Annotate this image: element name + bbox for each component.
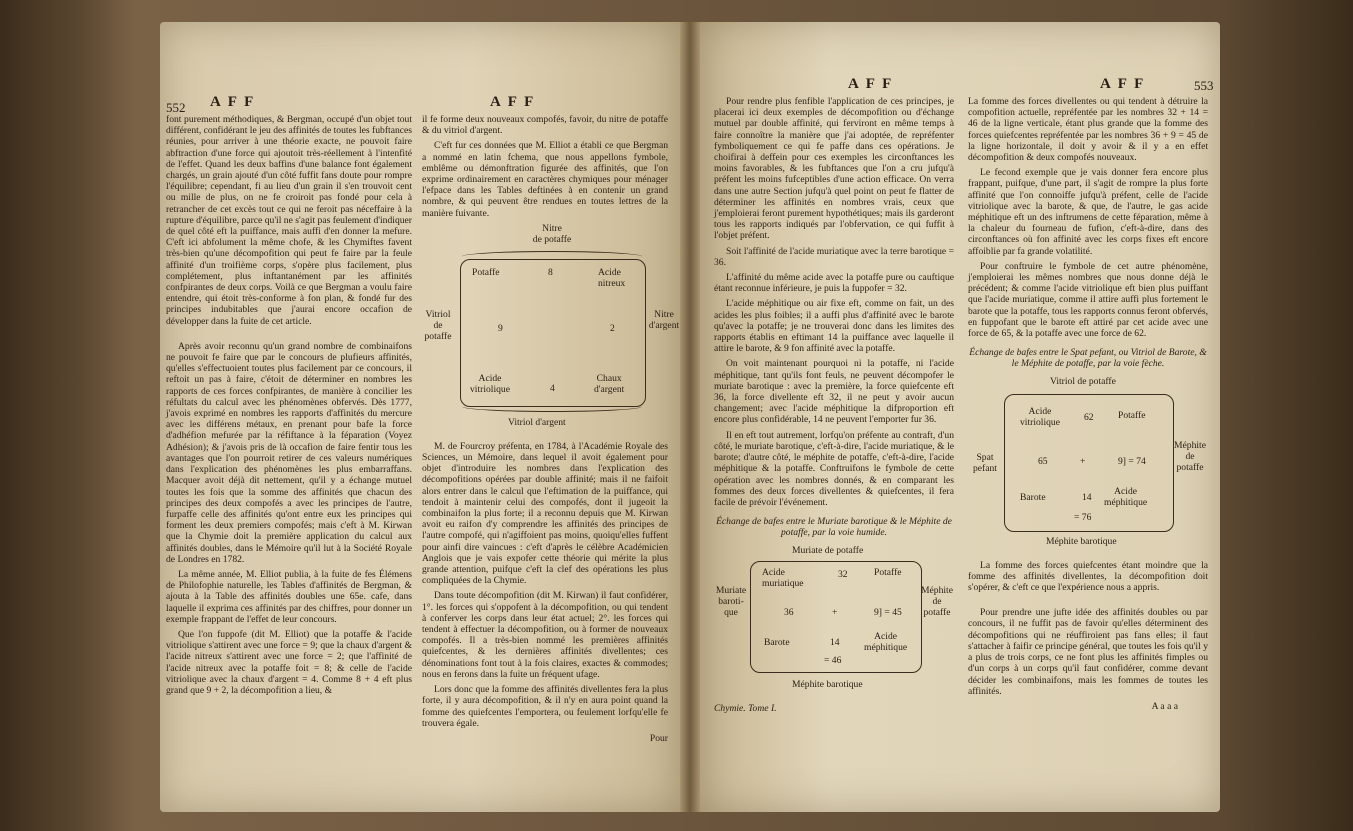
book-gutter (680, 22, 700, 812)
number-right: 9] = 74 (1118, 455, 1146, 467)
paragraph: Lors donc que la fomme des affinités divellentes fera la plus forte, il y aura décompofition, & il n'y en aura point quand la fomme des quiefcentes l'emportera, ou feulement lorfqu'elle fe trouvera égale. (422, 684, 668, 729)
paragraph: C'eft fur ces données que M. Elliot a établi ce que Bergman a nommé en latin fchema, que nous appellons fymbole, emblême ou démonftration figurée des affinités, que l'on exprime ordinairement en caractères chymiques pour ménager l'efpace dans les Tables deftinées à en contenir un grand nombre, & qui peuvent être rendues en toutes lettres de la manière fuivante. (422, 140, 668, 219)
diagram-left-label: Spat pefant (973, 451, 997, 474)
figure-caption: Échange de bafes entre le Spat pefant, ou Vitriol de Barote, & le Méphite de potaffe, par la voie fèche. (969, 347, 1207, 370)
plus-sign: + (1080, 455, 1086, 467)
running-header: A F F (848, 76, 894, 92)
paragraph: Après avoir reconnu qu'un grand nombre de combinaifons ne pouvoit fe faire que par le concours de plufieurs affinités, qu'elles s'effectuoient toutes plus facilement par ce concours, il reftoit un pas à faire, c'étoit de déterminer en nombres les rapports de ces forces confpirantes, de manière à concilier les réfultats du calcul avec les phénomènes obfervés. Dès 1777, j'avois exprimé en nombres les rapports d'affinités du mercure avec les différens métaux, en prenant pour bafe la force d'adhéfion mefurée par la réfiftance à la féparation (Voyez Adhésion); & j'avois pris de là occafion de faire fentir tous les avantages que l'on pourroit retirer de ces valeurs numériques dans l'explication des phénomènes les plus embarraffans. Macquer avoit déjà dit nettement, qu'il y a échange mutuel toutes les fois que la somme des affinités que chacun des principes des deux compofés a avec les principes de l'autre, furpaffe celle des affinités qu'ont entre eux les principes qui forment les deux premiers compofés; mais c'eft à M. Kirwan que la Chymie doit la première application du calcul aux affinités doubles, dans le Mémoire qu'il lut à la Société Royale de Londres en 1782. (166, 340, 412, 565)
volume-footer: Chymie. Tome I. (714, 702, 777, 714)
corner-top-left: Acide muriatique (762, 566, 804, 589)
corner-bottom-right: Acide méphitique (864, 630, 908, 653)
number-top: 62 (1084, 411, 1094, 423)
diagram-bottom-label: Méphite barotique (1046, 535, 1117, 547)
running-header-right: A F F (1100, 76, 1146, 92)
catchword: Pour (649, 732, 668, 744)
left-column-1 (166, 114, 412, 700)
page-number: 552 (166, 100, 186, 115)
bottom-brace (462, 401, 642, 412)
corner-bottom-left: Barote (764, 636, 790, 648)
paragraph: La fomme des forces quiefcentes étant moindre que la fomme des affinités divellentes, la décompofition doit s'opérer, & c'eft ce que l'expérience nous a appris. (968, 559, 1208, 594)
paragraph: Pour conftruire le fymbole de cet autre phénomène, j'emploierai les mêmes nombres que nous donne déjà le précédent; & comme l'acide vitriolique eft bien plus puiffant que l'acide muriatique, comme il attire auffi plus fortement le barote que la potaffe, tous les rapports connus feront obfervés, en fuppofant que le barote eft attiré par cet acide avec une force de 65, & la potaffe avec une force de 62. (968, 260, 1208, 340)
corner-top-right: Potaffe (1118, 409, 1146, 421)
paragraph: Pour prendre une jufte idée des affinités doubles ou par concours, il ne fuffit pas de favoir qu'elles déterminent des décompofitions qui ne réuffiroient pas fans elles; il faut s'attacher à faifir ce principe général, que toutes les fois qu'il y a plus de trois corps, ce ne font plus les affinités fimples ou d'un corps à un corps qu'il faut confidérer, comme devant décider les combinaifons, mais les fommes de toutes les affinités. (968, 607, 1208, 697)
paragraph: On voit maintenant pourquoi ni la potaffe, ni l'acide méphitique, tant qu'ils font feuls, ne peuvent décompofer le muriate barotique : avec la première, la force quiefcente eft 36, la force divellente eft 32, il ne peut y avoir aucun changement; avec l'acide méphitique la difproportion eft encore plus confidérable, 14 ne peuvent l'emporter fur 36. (714, 358, 954, 426)
diagram-right-label: Méphite de potaffe (1174, 439, 1206, 474)
diagram-top-label: Nitre de potaffe (532, 222, 572, 246)
right-page (700, 22, 1220, 812)
paragraph: Le fecond exemple que je vais donner fera encore plus frappant, puifque, d'une part, il s'agit de rompre la plus forte affinité que l'on connoiffe jufqu'à préfent, celle de l'acide vitriolique avec la barote, & que, de l'autre, le gas acide méphitique eft un des inftrumens de cette féparation, même à la chaleur du fourneau de fufion, c'eft-à-dire, dans des circonftances où fon affinité avec les corps fixes eft encore affoiblie par fa grande volatilité. (968, 167, 1208, 257)
paragraph: M. de Fourcroy préfenta, en 1784, à l'Académie Royale des Sciences, un Mémoire, dans lequel il avoit également pour objet d'introduire les nombres dans l'explication des décompofitions opérées par double affinité; mais il ne faifoit alors entrer dans le calcul que l'eftimation de la puiffance, qui tendoit à maintenir celui des compofés, dont il jugeoit la combinaifon la plus forte; il a reconnu depuis que M. Kirwan avoit eu raifon d'y comprendre les affinités des principes de l'autre compofé, qui n'agiffoient pas moins, quoiqu'elles fuffent pour ainfi dire vaincues : c'eft d'après le célèbre Académicien Anglois que je vais expofer cette théorie qui mérite la plus grande attention, puifque c'eft la clef des opérations les plus compliquées de la Chymie. (422, 440, 668, 587)
right-column-2 (968, 96, 1208, 712)
corner-top-right: Potaffe (874, 566, 902, 578)
number-right: 9] = 45 (874, 606, 902, 618)
paragraph: Soit l'affinité de l'acide muriatique avec la terre barotique = 36. (714, 245, 954, 268)
paragraph: font purement méthodiques, & Bergman, occupé d'un objet tout différent, confidérant le jeu des affinités de toutes les fubftances réunies, pour arriver à une théorie exacte, ne pouvoit faire abftraction d'une force qui ajoutoit très-réellement à l'intenfité de l'effet. Quand les deux baffins d'une balance font également chargés, un grain ajouté d'un côté fuffit fans doute pour rompre l'équilibre; cependant, fi au lieu d'un grain il s'en trouvoit cent ou mille de plus, on ne fe croiroit pas fondé pour cela à retrancher de cet excès tout ce qui ne feroit pas néceffaire à la rupture d'équilibre, parce qu'il ne s'agit pas feulement d'indiquer de quel côté eft la puiffance, mais auffi d'en donner la mefure. C'eft ici abfolument la même chofe, & les Chymiftes favent très-bien qu'une décompofition qui peut fe faire par la feule affinité d'un troifième corps, s'opère plus facilement, plus complétement, plus inftantanément par les affinités confpirantes de deux corps. Voilà ce que Bergman a voulu faire entendre, qui étoit très-conforme à fon plan, & fondé fur des principes indubitables que j'aurai encore occafion de développer dans la fuite de cet article. (166, 114, 412, 327)
number-sum: = 76 (1074, 511, 1092, 523)
diagram-left-label: Vitriol de potaffe (424, 308, 452, 343)
corner-bottom-right: Acide méphitique (1104, 485, 1148, 508)
number-right: 2 (610, 322, 615, 334)
affinity-symbol-diagram (422, 222, 680, 433)
number-bottom: 4 (550, 382, 555, 394)
corner-bottom-left: Barote (1020, 491, 1046, 503)
paragraph: Il en eft tout autrement, lorfqu'on préfente au contraft, d'un côté, le muriate barotique, c'eft-à-dire, l'acide muriatique, & le barote; d'autre côté, le méphite de potaffe, c'eft-à-dire, l'acide méphitique & la potaffe. Conftruifons le fymbole de cette opération avec les nombres donnés, & en comparant les fommes des deux forces divellentes & quiefcentes, il fera facile de prévoir l'événement. (714, 429, 954, 508)
number-top: 32 (838, 568, 848, 580)
corner-top-left: Acide vitriolique (1020, 405, 1060, 428)
paragraph: Dans toute décompofition (dit M. Kirwan) il faut confidérer, 1°. les forces qui s'oppofent à la décompofition, ou qui tendent à conferver les corps dans leur état actuel; 2°. les forces qui tendent à effectuer la décompofition, ou à former de nouveaux compofés. Il a très-bien nommé les premières affinités quiefcentes, & les dernières affinités divellentes; ces dénominations font tout à la fois claires, exactes & commodes; nous en ferons dans la fuite un fréquent ufage. (422, 590, 668, 680)
left-column-2 (422, 114, 680, 744)
corner-bottom-left: Acide vitriolique (470, 372, 510, 396)
diagram-right-label: Nitre d'argent (648, 308, 680, 332)
left-page (160, 22, 680, 812)
number-left: 36 (784, 606, 794, 618)
paragraph: La même année, M. Elliot publia, à la fuite de fes Élémens de Philofophie naturelle, les Tables d'affinités de Bergman, & ajouta à la Table des affinités doubles une 65e. cafe, dans laquelle il exprima ces affinités par des chiffres, pour donner un exemple frappant de l'effet de leur concours. (166, 568, 412, 625)
paragraph: Pour rendre plus fenfible l'application de ces principes, je placerai ici deux exemples de décompofition ou d'échange mutuel par double affinité, qui ferviront en même temps à faire connoître la manière que j'ai adoptée, de repréfenter fymboliquement ce qui fe paffe dans ces opérations. Je choifirai à deffein pour ces exemples les circonftances les moins favorables, & les fubftances que l'on a cru jufqu'à préfent les moins fufceptibles d'une action efficace. On verra dans une autre Section jufqu'à quel point on peut fe flatter de déterminer les affinités en nombres vrais, ceux que j'emploierai feront purement hypothétiques; mais ils garderont tous les rapports indiqués par l'obfervation, ce qui fuffit à l'objet préfent. (714, 96, 954, 242)
diagram-top-label: Vitriol de potaffe (1050, 375, 1116, 387)
diagram-bottom-label: Vitriol d'argent (508, 416, 566, 428)
paragraph: Que l'on fuppofe (dit M. Elliot) que la potaffe & l'acide vitriolique s'attirent avec une force = 9; que la chaux d'argent & l'acide nitreux s'attirent avec une force = 2; que l'affinité de l'acide nitreux avec la potaffe foit = 8; & celle de l'acide vitriolique avec la chaux d'argent = 4. Comme 8 + 4 eft plus grand que 9 + 2, la décompofition a lieu, & (166, 628, 412, 696)
corner-top-left: Potaffe (472, 266, 500, 278)
number-left: 65 (1038, 455, 1048, 467)
running-header-center: A F F (490, 94, 536, 110)
diagram-right-label: Méphite de potaffe (921, 584, 953, 618)
page-number: 553 (1194, 78, 1214, 93)
figure-caption: Échange de bafes entre le Muriate barotique & le Méphite de potaffe, par la voie humide. (716, 516, 952, 539)
number-left: 9 (498, 322, 503, 334)
paragraph: il fe forme deux nouveaux compofés, favoir, du nitre de potaffe & du vitriol d'argent. (422, 114, 668, 137)
right-column-1 (714, 96, 954, 714)
paragraph: La fomme des forces divellentes ou qui tendent à détruire la compofition actuelle, repréfentée par les nombres 32 + 14 = 46 de la ligne verticale, étant plus grande que la fomme des forces quiefcentes repréfentée par les nombres 36 + 9 = 45 de la ligne horizontale, il doit y avoir & il y a en effet décompofition & deux compofés nouveaux. (968, 96, 1208, 164)
diagram-left-label: Muriate baroti- que (715, 584, 747, 618)
diagram-top-label: Muriate de potaffe (792, 544, 864, 556)
affinity-symbol-diagram (968, 376, 1208, 552)
number-top: 8 (548, 266, 553, 278)
affinity-symbol-diagram (714, 545, 954, 695)
number-bottom: 14 (830, 636, 840, 648)
number-bottom: 14 (1082, 491, 1092, 503)
corner-bottom-right: Chaux d'argent (594, 372, 625, 396)
paragraph: L'affinité du même acide avec la potaffe pure ou cauftique étant reconnue inférieure, je puis la fuppofer = 32. (714, 272, 954, 295)
paragraph: L'acide méphitique ou air fixe eft, comme on fait, un des acides les plus foibles; il a auffi plus d'affinité avec le barote qu'avec la potaffe; je ne trouverai donc dans les limites des rapports établis en eftimant 14 la puiffance avec laquelle il attire le barote, & 9 fon affinité avec la potaffe. (714, 298, 954, 355)
diagram-bottom-label: Méphite barotique (792, 678, 863, 690)
signature-mark: A a a a (1151, 700, 1178, 712)
corner-top-right: Acide nitreux (598, 266, 626, 290)
plus-sign: + (832, 606, 838, 618)
running-header: A F F (210, 94, 256, 110)
number-sum: = 46 (824, 654, 842, 666)
